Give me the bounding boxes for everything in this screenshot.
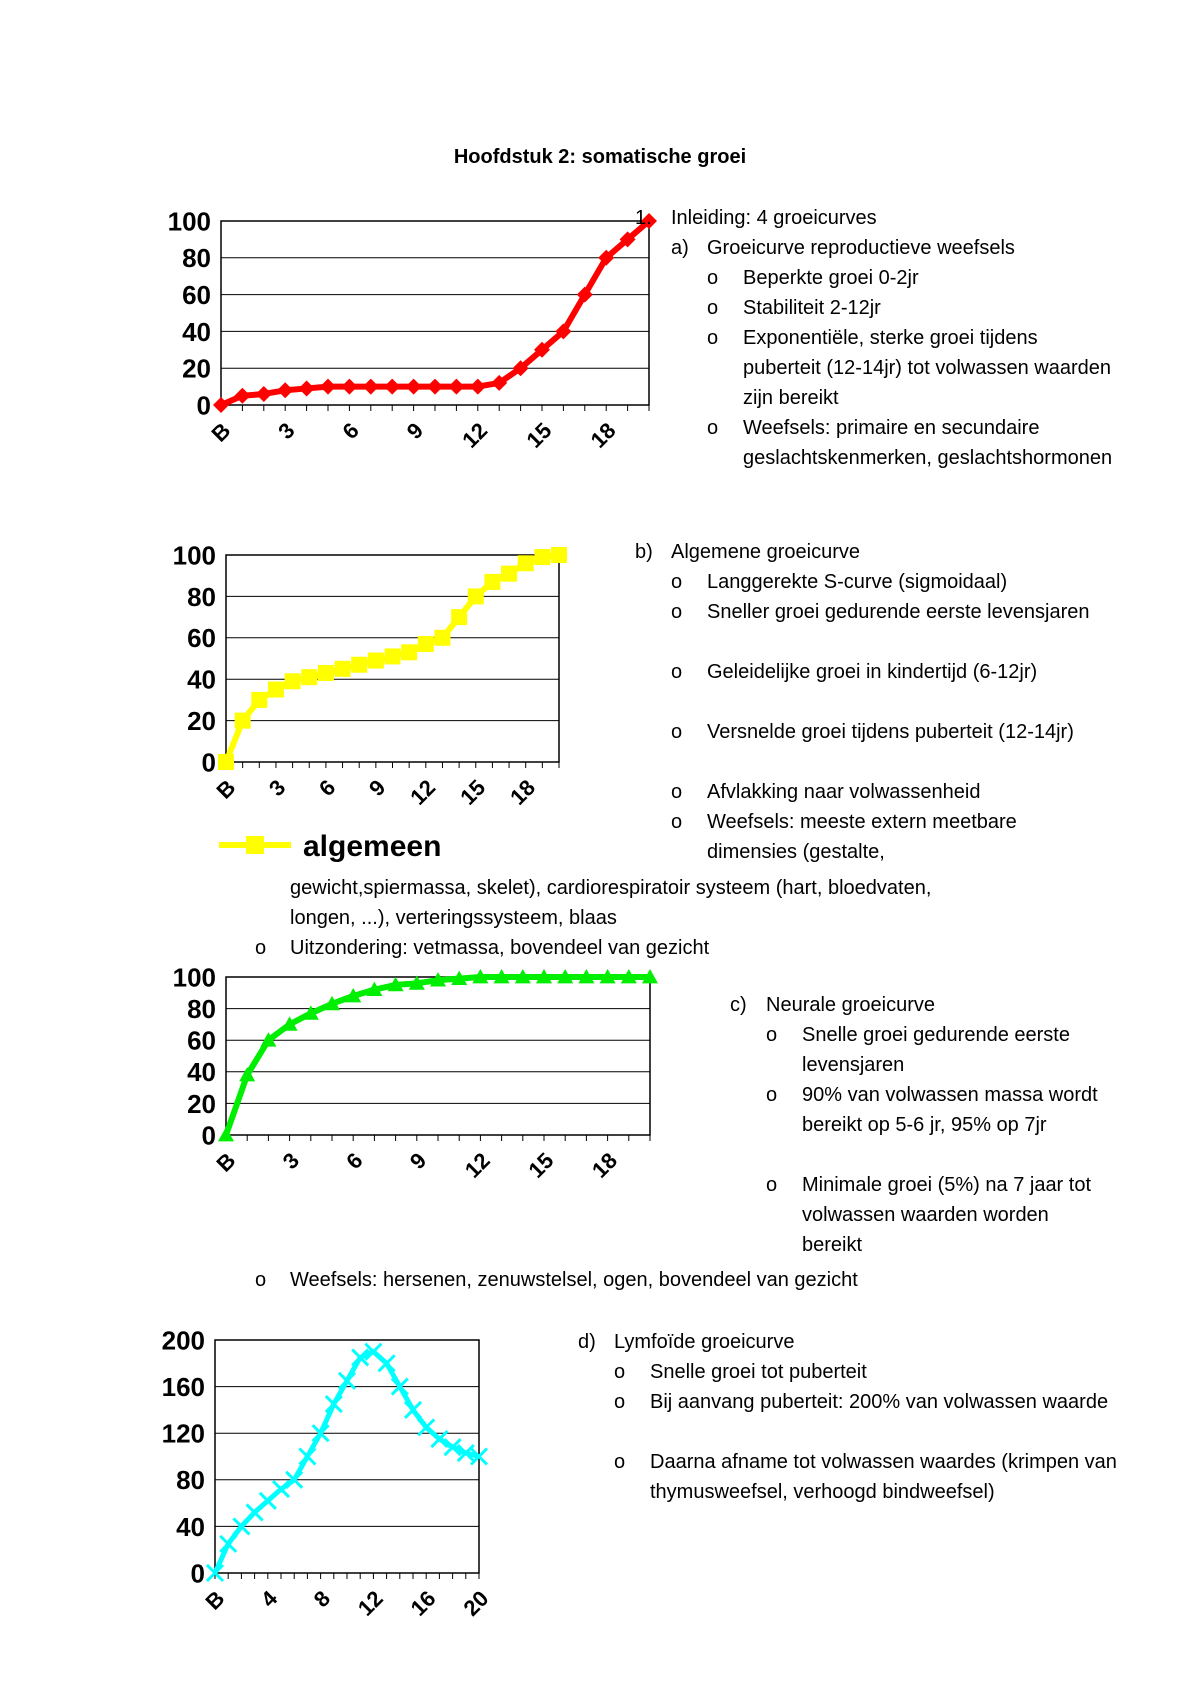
data-point [218, 754, 234, 770]
list-item-text: Geleidelijke groei in kindertijd (6-12jr) [707, 661, 1038, 683]
bullet-icon: o [671, 781, 683, 803]
list-item-tissues: Weefsels: hersenen, zenuwstelsel, ogen, bovendeel van gezicht [290, 1269, 858, 1291]
y-tick-label: 0 [201, 1120, 216, 1151]
list-item-text: Beperkte groei 0-2jr [743, 267, 919, 289]
list-item [766, 1080, 1102, 1140]
y-tick-label: 20 [187, 1088, 216, 1119]
x-tick-label: 3 [277, 1147, 305, 1175]
x-tick-label: 3 [273, 417, 300, 445]
data-point [448, 379, 464, 395]
data-point [470, 379, 486, 395]
x-tick-label: 16 [405, 1585, 441, 1621]
y-tick-label: 0 [201, 747, 216, 778]
list-item [671, 777, 1107, 807]
data-point [418, 636, 434, 652]
data-point [318, 665, 334, 681]
y-tick-label: 40 [182, 316, 211, 347]
data-point [384, 379, 400, 395]
x-tick-label: 3 [264, 774, 291, 802]
y-tick-label: 100 [172, 962, 216, 993]
list-item-text: Weefsels: primaire en secundaire geslachtskenmerken, geslachtshormonen [743, 417, 1113, 469]
bullet-icon: o [614, 1391, 626, 1413]
x-tick-label: B [200, 1585, 230, 1615]
data-point [335, 661, 351, 677]
data-point [268, 682, 284, 698]
list-item-continuation: longen, ...), verteringssysteem, blaas [290, 907, 617, 929]
data-point [251, 692, 267, 708]
x-tick-label: B [211, 774, 241, 804]
x-tick-label: 8 [308, 1585, 336, 1613]
y-tick-label: 60 [187, 623, 216, 654]
data-point [406, 379, 422, 395]
subsection-title-a: Groeicurve reproductieve weefsels [707, 237, 1015, 259]
legend-label: algemeen [303, 830, 442, 863]
list-item-text: 90% van volwassen massa wordt bereikt op 5-6 jr, 95% op 7jr [802, 1084, 1098, 1136]
bullet-icon: o [671, 661, 683, 683]
chart-lymphoid [135, 1325, 515, 1625]
plot-frame [215, 1340, 479, 1573]
y-tick-label: 0 [196, 390, 211, 421]
data-point [299, 380, 315, 396]
plot-frame [221, 221, 649, 405]
bullet-icon: o [766, 1084, 778, 1106]
y-tick-label: 80 [187, 993, 216, 1024]
data-point [427, 379, 443, 395]
x-tick-label: 15 [523, 1147, 559, 1183]
y-tick-label: 40 [187, 664, 216, 695]
x-tick-label: 9 [404, 1147, 432, 1175]
x-tick-label: 12 [352, 1585, 388, 1621]
list-item-text: Stabiliteit 2-12jr [743, 297, 881, 319]
bullet-icon: o [707, 297, 719, 319]
data-point [401, 644, 417, 660]
data-point [351, 657, 367, 673]
data-point [320, 379, 336, 395]
bullet-icon: o [671, 721, 683, 743]
section-number: 1. [635, 207, 652, 229]
subsection-label-b: b) [635, 541, 653, 563]
subsection-label-d: d) [578, 1331, 596, 1353]
subsection-title-c: Neurale groeicurve [766, 994, 935, 1016]
list-item-text: Exponentiële, sterke groei tijdens puberteit (12-14jr) tot volwassen waarden zijn bereikt [743, 327, 1111, 409]
data-point [518, 555, 534, 571]
list-item [707, 323, 1113, 413]
data-point [379, 1355, 395, 1371]
y-tick-label: 120 [161, 1418, 205, 1449]
bullet-icon: o [766, 1024, 778, 1046]
subsection-label-c: c) [730, 994, 747, 1016]
data-point [434, 630, 450, 646]
list-item-text: Snelle groei tot puberteit [650, 1361, 867, 1383]
bullet-icon: o [766, 1174, 778, 1196]
series-line [215, 1352, 479, 1573]
bullet-icon: o [614, 1451, 626, 1473]
data-point [468, 588, 484, 604]
x-tick-label: 6 [313, 774, 341, 802]
data-point [277, 382, 293, 398]
x-tick-label: 9 [363, 774, 391, 802]
data-point [235, 713, 251, 729]
x-tick-label: 12 [457, 417, 493, 453]
data-point [299, 1449, 315, 1465]
x-tick-label: B [206, 417, 236, 447]
y-tick-label: 80 [187, 581, 216, 612]
list-item-text: Snelle groei gedurende eerste levensjaren [802, 1024, 1070, 1076]
subsection-label-a: a) [671, 237, 689, 259]
list-item-text: Afvlakking naar volwassenheid [707, 781, 981, 803]
list-item [671, 807, 1107, 867]
data-point [551, 547, 567, 563]
x-tick-label: 6 [337, 417, 364, 445]
x-tick-label: 12 [459, 1147, 495, 1183]
x-tick-label: 12 [405, 774, 441, 810]
data-point [368, 653, 384, 669]
x-tick-label: 6 [341, 1147, 368, 1175]
y-tick-label: 20 [187, 705, 216, 736]
y-tick-label: 0 [190, 1558, 205, 1589]
y-tick-label: 80 [176, 1465, 205, 1496]
x-tick-label: 9 [401, 417, 429, 445]
subsection-title-d: Lymfoïde groeicurve [614, 1331, 795, 1353]
y-tick-label: 60 [182, 279, 211, 310]
list-item [671, 717, 1107, 747]
y-tick-label: 40 [187, 1057, 216, 1088]
data-point [484, 574, 500, 590]
list-item [671, 597, 1107, 627]
legend-marker [246, 836, 264, 854]
data-point [285, 673, 301, 689]
y-tick-label: 200 [161, 1325, 205, 1356]
data-point [534, 549, 550, 565]
list-item [671, 657, 1107, 687]
list-item-text: Bij aanvang puberteit: 200% van volwassen waarde [650, 1391, 1109, 1413]
bullet-icon: o [614, 1361, 626, 1383]
list-item-continuation: gewicht,spiermassa, skelet), cardiorespiratoir systeem (hart, bloedvaten, [290, 877, 932, 899]
y-tick-label: 60 [187, 1025, 216, 1056]
section-heading: Inleiding: 4 groeicurves [671, 207, 877, 229]
x-tick-label: 15 [521, 417, 557, 453]
x-tick-label: 15 [455, 774, 491, 810]
bullet-icon: o [707, 327, 719, 349]
list-item [614, 1357, 1120, 1387]
x-tick-label: 4 [255, 1585, 283, 1613]
bullet-icon: o [255, 937, 267, 959]
y-tick-label: 160 [161, 1371, 205, 1402]
y-tick-label: 40 [176, 1511, 205, 1542]
bullet-icon: o [671, 601, 683, 623]
chart-general [140, 530, 620, 870]
data-point [385, 648, 401, 664]
data-point [256, 386, 272, 402]
series-line [226, 977, 650, 1135]
data-point [405, 1402, 421, 1418]
list-item [614, 1387, 1120, 1417]
list-item [671, 567, 1107, 597]
y-tick-label: 100 [167, 206, 211, 237]
list-item-text: Weefsels: meeste extern meetbare dimensies (gestalte, [707, 811, 1017, 863]
data-point [218, 1127, 234, 1141]
x-tick-label: 18 [505, 774, 541, 810]
chart-reproductive [140, 185, 620, 485]
list-item-text: Minimale groei (5%) na 7 jaar tot volwassen waarden worden bereikt [802, 1174, 1092, 1256]
list-item-text: Daarna afname tot volwassen waardes (krimpen van thymusweefsel, verhoogd bindweefsel) [650, 1451, 1117, 1503]
x-tick-label: 20 [458, 1585, 494, 1621]
x-tick-label: 18 [587, 1147, 623, 1183]
data-point [301, 669, 317, 685]
bullet-icon: o [707, 267, 719, 289]
list-item [707, 293, 1113, 323]
subsection-title-b: Algemene groeicurve [671, 541, 860, 563]
list-item-text: Versnelde groei tijdens puberteit (12-14jr) [707, 721, 1074, 743]
bullet-icon: o [707, 417, 719, 439]
data-point [451, 609, 467, 625]
data-point [501, 566, 517, 582]
data-point [273, 1481, 289, 1497]
list-item-exception: Uitzondering: vetmassa, bovendeel van gezicht [290, 937, 710, 959]
x-tick-label: 18 [585, 417, 621, 453]
list-item [766, 1170, 1102, 1260]
list-item-text: Sneller groei gedurende eerste levensjaren [707, 601, 1090, 623]
plot-frame [226, 977, 650, 1135]
data-point [363, 379, 379, 395]
list-item-text: Langgerekte S-curve (sigmoidaal) [707, 571, 1008, 593]
y-tick-label: 100 [172, 540, 216, 571]
data-point [341, 379, 357, 395]
chart-neural [140, 960, 680, 1210]
bullet-icon: o [255, 1269, 267, 1291]
list-item [614, 1447, 1120, 1507]
y-tick-label: 20 [182, 353, 211, 384]
y-tick-label: 80 [182, 243, 211, 274]
x-tick-label: B [211, 1147, 241, 1177]
list-item [707, 263, 1113, 293]
page-title: Hoofdstuk 2: somatische groei [453, 146, 747, 168]
list-item [707, 413, 1113, 473]
bullet-icon: o [671, 811, 683, 833]
list-item [766, 1020, 1102, 1080]
series-line [221, 221, 649, 405]
bullet-icon: o [671, 571, 683, 593]
